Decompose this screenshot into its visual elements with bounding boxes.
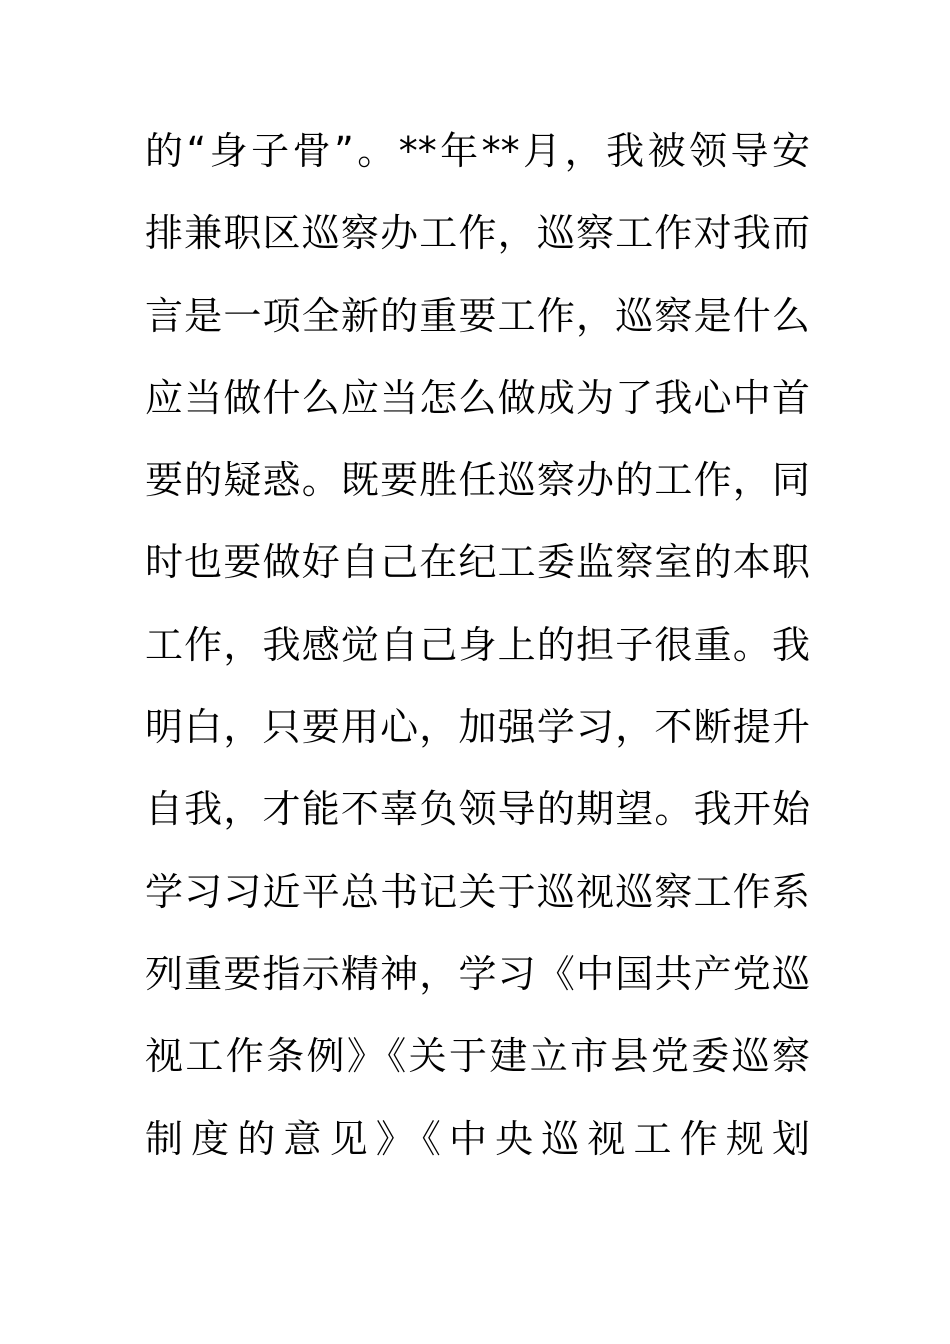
text-line-7: 工作，我感觉自己身上的担子很重。我 xyxy=(145,622,810,667)
text-line-1: 的“身子骨”。**年**月，我被领导安 xyxy=(145,129,810,173)
text-line-9: 自我，才能不辜负领导的期望。我开始 xyxy=(145,787,810,832)
text-line-2: 排兼职区巡察办工作，巡察工作对我而 xyxy=(145,211,810,256)
text-line-5: 要的疑惑。既要胜任巡察办的工作，同 xyxy=(145,458,810,503)
text-line-10: 学习习近平总书记关于巡视巡察工作系 xyxy=(145,869,810,914)
text-line-6: 时也要做好自己在纪工委监察室的本职 xyxy=(145,540,810,585)
text-line-3: 言是一项全新的重要工作，巡察是什么 xyxy=(145,293,810,338)
text-line-4: 应当做什么应当怎么做成为了我心中首 xyxy=(145,375,810,420)
text-line-11: 列重要指示精神，学习《中国共产党巡 xyxy=(145,951,810,996)
body-text xyxy=(145,118,810,1188)
text-line-13: 制度的意见》《中央巡视工作规划 xyxy=(145,1116,810,1161)
text-line-12: 视工作条例》《关于建立市县党委巡察 xyxy=(145,1034,810,1079)
text-line-8: 明白，只要用心，加强学习，不断提升 xyxy=(145,705,810,750)
